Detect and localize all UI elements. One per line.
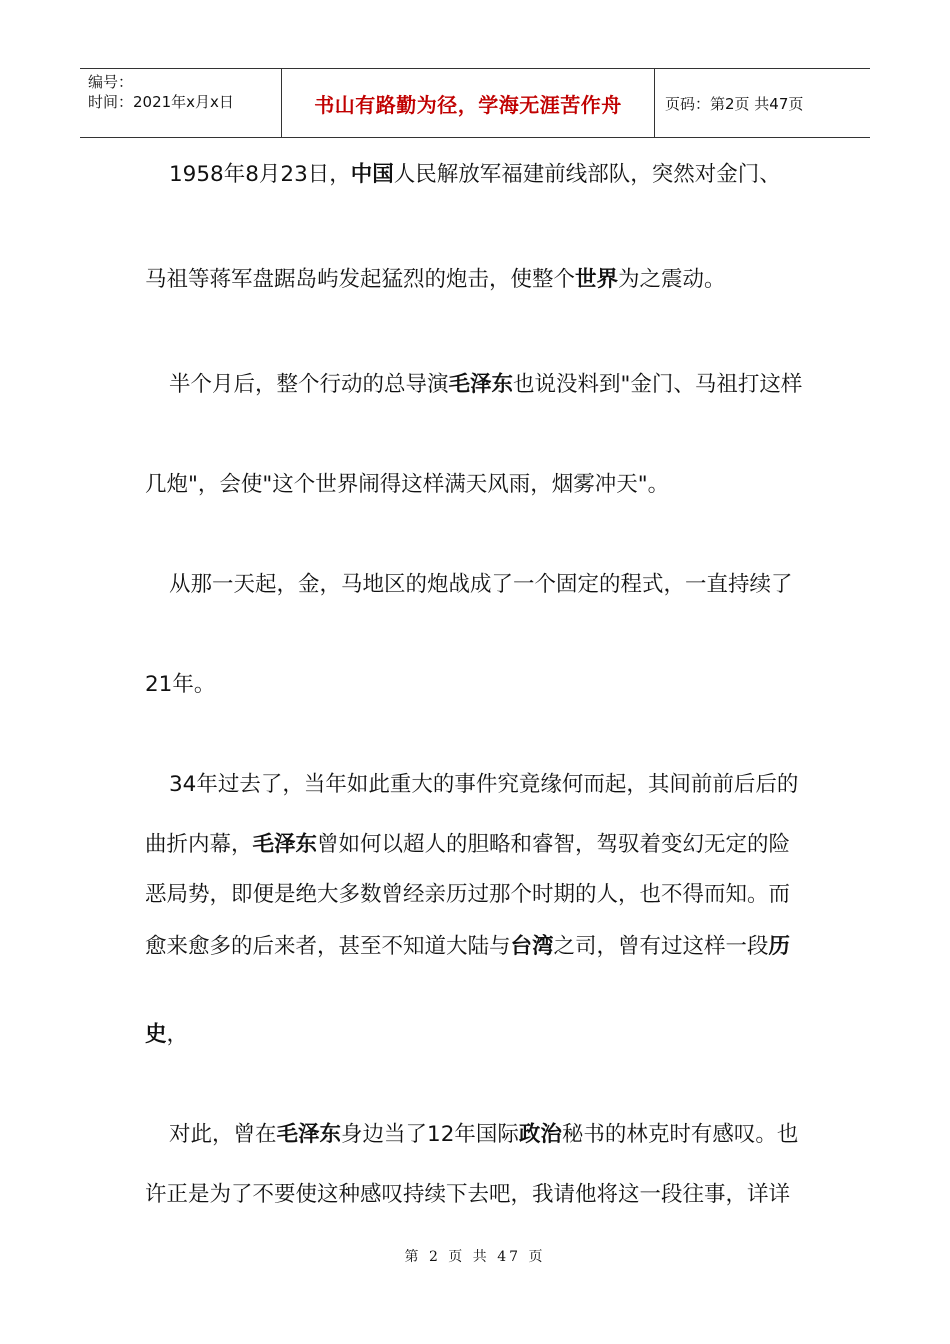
text-line	[145, 370, 802, 400]
text-segment: 几炮"，会使"这个世界闹得这样满天风雨，烟雾冲天"。	[145, 472, 670, 497]
highlighted-term: 中国	[350, 162, 394, 187]
text-segment: ，	[166, 1022, 189, 1047]
text-segment: 许正是为了不要使这种感叹持续下去吧，我请他将这一段往事，详详	[145, 1182, 791, 1207]
highlighted-term: 世界	[575, 267, 619, 292]
text-line	[145, 1120, 798, 1150]
highlighted-term: 毛泽东	[252, 832, 318, 857]
text-segment: 对此，曾在	[169, 1122, 277, 1147]
text-segment: 马祖等蒋军盘踞岛屿发起猛烈的炮击，使整个	[145, 267, 576, 292]
text-segment: 从那一天起，金，马地区的炮战成了一个固定的程式，一直持续了	[169, 572, 793, 597]
text-segment: 人民解放军福建前线部队，突然对金门、	[393, 162, 781, 187]
text-line	[145, 160, 781, 190]
text-segment: 半个月后，整个行动的总导演	[169, 372, 449, 397]
document-date-label: 时间：2021年x月x日	[88, 93, 234, 111]
page-footer: 第 2 页 共 47 页	[404, 1249, 546, 1265]
text-segment: 曲折内幕，	[145, 832, 253, 857]
highlighted-term: 台湾	[510, 934, 554, 959]
text-segment: 恶局势，即便是绝大多数曾经亲历过那个时期的人，也不得而知。而	[145, 882, 791, 907]
header-motto: 书山有路勤为径，学海无涯苦作舟	[314, 92, 622, 117]
text-line	[145, 265, 726, 295]
text-line	[145, 932, 790, 962]
text-segment: 1958年8月23日，	[169, 162, 351, 187]
text-line	[145, 470, 669, 500]
text-line	[145, 770, 798, 800]
text-line	[145, 1180, 790, 1210]
text-line	[145, 1020, 188, 1050]
highlighted-term: 毛泽东	[276, 1122, 342, 1147]
text-segment: 为之震动。	[618, 267, 726, 292]
text-segment: 愈来愈多的后来者，甚至不知道大陆与	[145, 934, 511, 959]
highlighted-term: 政治	[518, 1122, 562, 1147]
text-segment: 也说没料到"金门、马祖打这样	[513, 372, 803, 397]
text-segment: 曾如何以超人的胆略和睿智，驾驭着变幻无定的险	[317, 832, 791, 857]
document-number-label: 编号：	[88, 73, 134, 91]
highlighted-term: 毛泽东	[448, 372, 514, 397]
text-segment: 之司，曾有过这样一段	[553, 934, 769, 959]
text-segment: 身边当了12年国际	[341, 1122, 519, 1147]
page-header	[80, 68, 870, 138]
highlighted-term: 历	[768, 934, 791, 959]
text-line	[145, 670, 215, 700]
text-segment: 21年。	[145, 672, 216, 697]
text-line	[145, 880, 790, 910]
highlighted-term: 史	[145, 1022, 167, 1047]
text-line	[145, 830, 790, 860]
text-segment: 34年过去了，当年如此重大的事件究竟缘何而起，其间前前后后的	[169, 772, 799, 797]
text-segment: 秘书的林克时有感叹。也	[561, 1122, 799, 1147]
header-meta	[80, 69, 282, 137]
header-motto-cell	[282, 69, 655, 137]
header-page-info: 页码：第2页 共47页	[665, 94, 804, 113]
text-line	[145, 570, 793, 600]
